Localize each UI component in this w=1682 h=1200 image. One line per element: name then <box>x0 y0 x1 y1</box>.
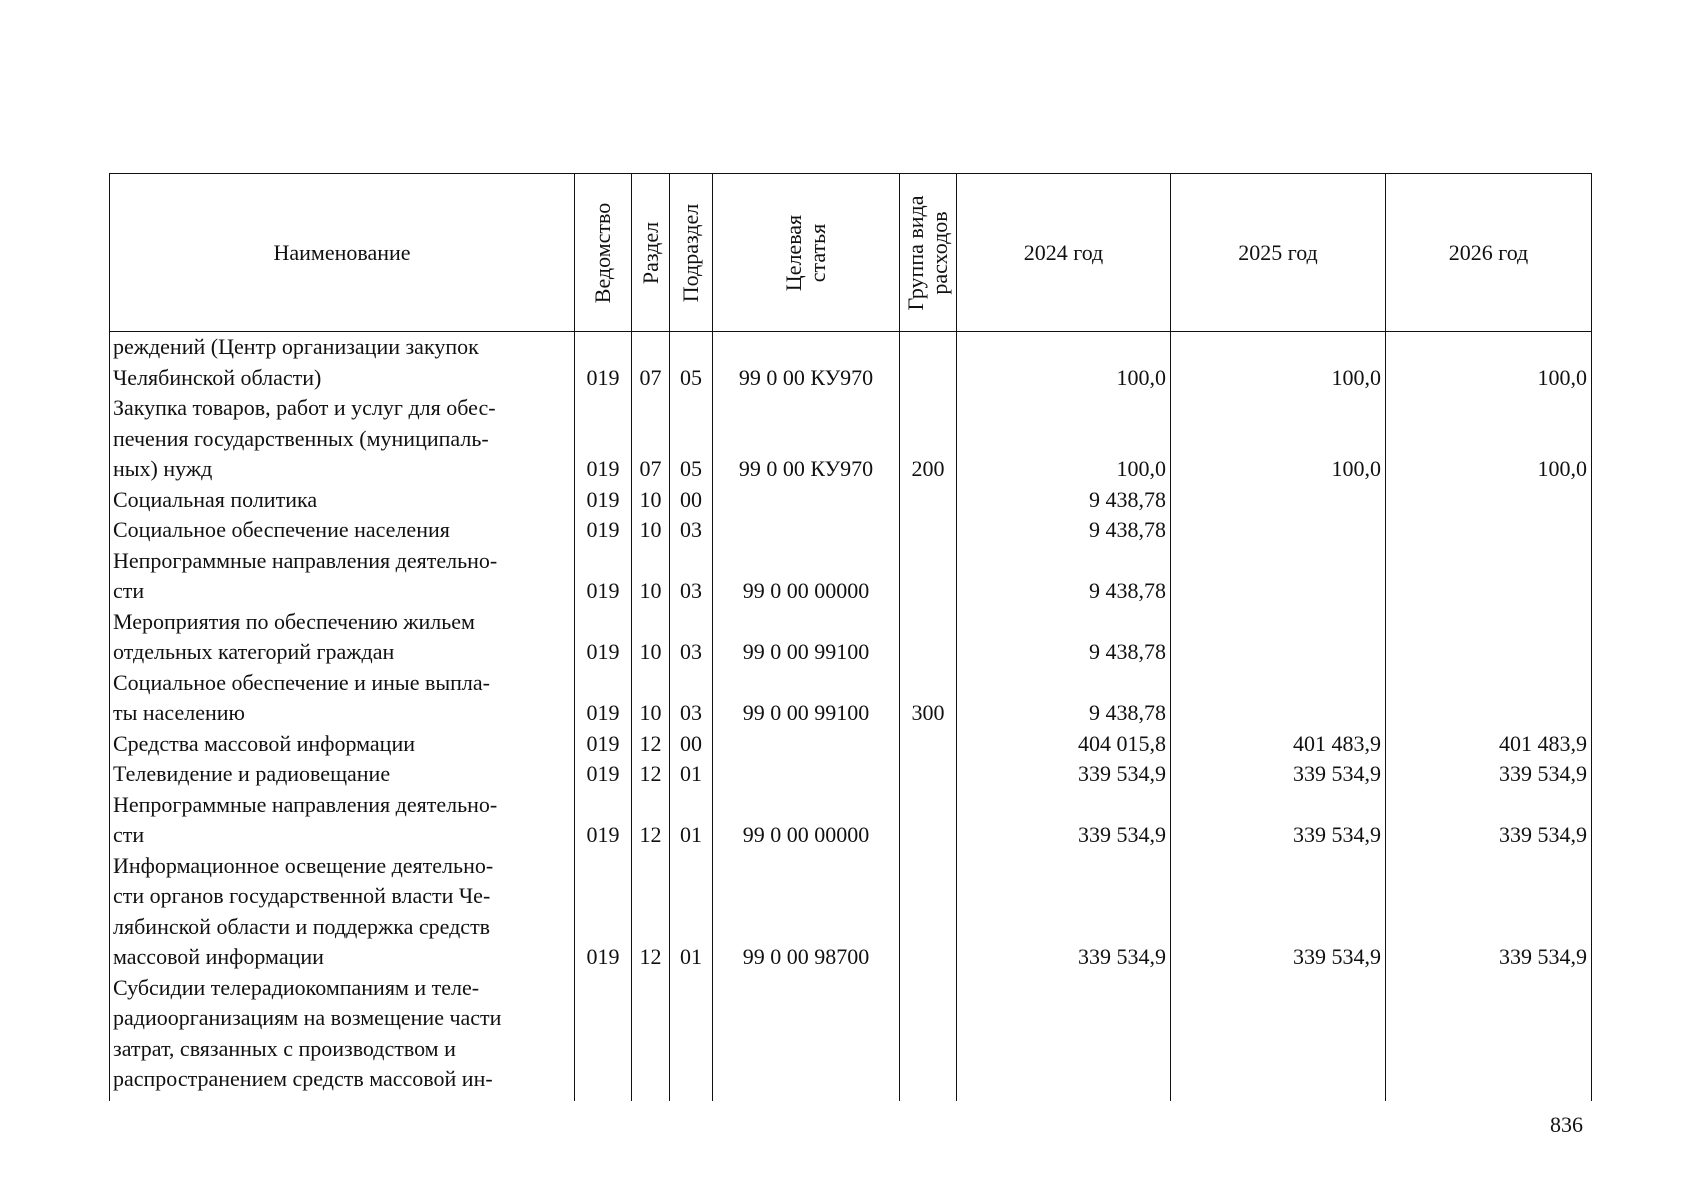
header-year-2025 <box>1171 174 1386 332</box>
table-body <box>110 332 1592 1101</box>
cell-section: 12 <box>632 759 670 790</box>
cell-amount-2026: 401 483,9 <box>1386 729 1592 760</box>
cell-amount-2025: 339 534,9 <box>1171 759 1386 790</box>
cell-target-article: 99 0 00 99100 <box>713 668 900 729</box>
cell-amount-2024: 339 534,9 <box>957 759 1171 790</box>
cell-amount-2025 <box>1171 607 1386 668</box>
table-row <box>110 393 1592 485</box>
header-subsection <box>670 174 713 332</box>
cell-subsection: 05 <box>670 332 713 394</box>
cell-amount-2024: 339 534,9 <box>957 851 1171 973</box>
cell-name-line: массовой информации <box>113 944 324 969</box>
cell-expense-group <box>900 332 957 394</box>
cell-name-line: ных) нужд <box>113 456 213 481</box>
cell-name-line: затрат, связанных с производством и <box>113 1035 456 1061</box>
cell-name-line: сти органов государственной власти Че- <box>113 883 491 908</box>
table-row <box>110 485 1592 516</box>
cell-subsection: 00 <box>670 729 713 760</box>
header-target-article-line2: статья <box>805 223 830 282</box>
cell-name-line: Закупка товаров, работ и услуг для обес- <box>113 395 496 420</box>
cell-section: 12 <box>632 729 670 760</box>
header-year-2025-label: 2025 год <box>1238 239 1318 265</box>
cell-target-article: 99 0 00 00000 <box>713 546 900 607</box>
cell-target-article <box>713 973 900 1095</box>
cell-name <box>110 759 575 790</box>
cell-amount-2025 <box>1171 515 1386 546</box>
cell-amount-2024: 9 438,78 <box>957 607 1171 668</box>
table-row <box>110 729 1592 760</box>
cell-amount-2025 <box>1171 973 1386 1095</box>
cell-amount-2026 <box>1386 546 1592 607</box>
table-tail-cell <box>632 1095 670 1101</box>
header-section <box>632 174 670 332</box>
header-section-label: Раздел <box>637 221 663 284</box>
header-year-2024-label: 2024 год <box>1023 239 1104 265</box>
cell-department: 019 <box>575 790 632 851</box>
cell-amount-2024: 100,0 <box>957 332 1171 394</box>
cell-amount-2026: 100,0 <box>1386 393 1592 485</box>
cell-section: 10 <box>632 515 670 546</box>
cell-department: 019 <box>575 759 632 790</box>
table-tail-cell <box>713 1095 900 1101</box>
cell-subsection: 05 <box>670 393 713 485</box>
header-year-2024 <box>957 174 1171 332</box>
cell-subsection: 00 <box>670 485 713 516</box>
table-row <box>110 851 1592 973</box>
cell-department: 019 <box>575 393 632 485</box>
cell-target-article: 99 0 00 КУ970 <box>713 332 900 394</box>
table-tail-cell <box>900 1095 957 1101</box>
cell-amount-2026: 100,0 <box>1386 332 1592 394</box>
cell-name-line: Челябинской области) <box>113 364 322 390</box>
cell-amount-2025 <box>1171 485 1386 516</box>
cell-section: 10 <box>632 485 670 516</box>
cell-amount-2025 <box>1171 546 1386 607</box>
cell-department: 019 <box>575 546 632 607</box>
cell-subsection: 01 <box>670 759 713 790</box>
cell-expense-group <box>900 546 957 607</box>
table-row <box>110 973 1592 1095</box>
table-tail-cell <box>670 1095 713 1101</box>
cell-name <box>110 668 575 729</box>
table-row <box>110 759 1592 790</box>
cell-amount-2026: 339 534,9 <box>1386 790 1592 851</box>
cell-name-line: печения государственных (муниципаль- <box>113 425 489 451</box>
header-expense-group-line2: расходов <box>927 210 952 295</box>
cell-amount-2025: 401 483,9 <box>1171 729 1386 760</box>
cell-expense-group: 200 <box>900 393 957 485</box>
cell-name <box>110 607 575 668</box>
cell-name-line: радиоорганизациям на возмещение части <box>113 1005 502 1030</box>
cell-subsection: 03 <box>670 607 713 668</box>
cell-target-article: 99 0 00 99100 <box>713 607 900 668</box>
cell-amount-2026 <box>1386 973 1592 1095</box>
cell-name-line: распространением средств массовой ин- <box>113 1066 493 1091</box>
cell-name <box>110 515 575 546</box>
table-row <box>110 332 1592 394</box>
cell-amount-2026 <box>1386 485 1592 516</box>
cell-expense-group <box>900 790 957 851</box>
cell-expense-group: 300 <box>900 668 957 729</box>
cell-amount-2024: 339 534,9 <box>957 790 1171 851</box>
cell-department: 019 <box>575 607 632 668</box>
cell-name-line: Мероприятия по обеспечению жильем <box>113 608 475 634</box>
cell-amount-2024: 9 438,78 <box>957 668 1171 729</box>
header-department-label: Ведомство <box>590 202 615 303</box>
cell-section: 07 <box>632 332 670 394</box>
cell-subsection: 03 <box>670 668 713 729</box>
cell-subsection: 03 <box>670 515 713 546</box>
cell-target-article <box>713 515 900 546</box>
cell-amount-2025: 100,0 <box>1171 393 1386 485</box>
header-expense-group <box>900 174 957 332</box>
cell-department: 019 <box>575 668 632 729</box>
cell-name-line: сти <box>113 578 145 603</box>
header-target-article <box>713 174 900 332</box>
cell-name-line: Субсидии телерадиокомпаниям и теле- <box>113 974 480 1000</box>
cell-amount-2026 <box>1386 515 1592 546</box>
cell-expense-group <box>900 485 957 516</box>
cell-expense-group <box>900 759 957 790</box>
cell-section: 10 <box>632 607 670 668</box>
cell-department: 019 <box>575 332 632 394</box>
cell-department: 019 <box>575 515 632 546</box>
cell-section: 07 <box>632 393 670 485</box>
header-subsection-label: Подраздел <box>678 203 703 302</box>
cell-section: 10 <box>632 668 670 729</box>
budget-table <box>109 173 1592 1101</box>
cell-name-line: сти <box>113 822 145 847</box>
cell-department: 019 <box>575 485 632 516</box>
cell-name-line: Непрограммные направления деятельно- <box>113 791 498 817</box>
cell-target-article: 99 0 00 00000 <box>713 790 900 851</box>
cell-section: 10 <box>632 546 670 607</box>
cell-department: 019 <box>575 851 632 973</box>
table-tail-cell <box>1171 1095 1386 1101</box>
cell-name-line: Социальная политика <box>113 486 318 512</box>
cell-target-article: 99 0 00 98700 <box>713 851 900 973</box>
cell-expense-group <box>900 973 957 1095</box>
cell-name-line: Непрограммные направления деятельно- <box>113 547 498 573</box>
cell-subsection: 03 <box>670 546 713 607</box>
cell-expense-group <box>900 515 957 546</box>
page-number: 836 <box>1550 1112 1583 1137</box>
cell-name <box>110 485 575 516</box>
cell-name <box>110 729 575 760</box>
table-tail <box>110 1095 1592 1101</box>
cell-amount-2026: 339 534,9 <box>1386 759 1592 790</box>
table-tail-cell <box>110 1095 575 1101</box>
cell-department <box>575 973 632 1095</box>
cell-amount-2025: 339 534,9 <box>1171 790 1386 851</box>
cell-name <box>110 973 575 1095</box>
cell-target-article <box>713 729 900 760</box>
cell-amount-2024 <box>957 973 1171 1095</box>
cell-section: 12 <box>632 851 670 973</box>
cell-subsection <box>670 973 713 1095</box>
cell-subsection: 01 <box>670 851 713 973</box>
header-target-article-line1: Целевая <box>781 214 806 291</box>
cell-section: 12 <box>632 790 670 851</box>
cell-target-article <box>713 485 900 516</box>
table-header-row <box>110 174 1592 332</box>
cell-target-article <box>713 759 900 790</box>
cell-amount-2025: 100,0 <box>1171 332 1386 394</box>
cell-amount-2024: 9 438,78 <box>957 515 1171 546</box>
cell-amount-2024: 100,0 <box>957 393 1171 485</box>
cell-name-line: Социальное обеспечение населения <box>113 517 450 542</box>
header-target-article-label <box>782 214 830 290</box>
cell-department: 019 <box>575 729 632 760</box>
cell-amount-2025 <box>1171 668 1386 729</box>
header-department <box>575 174 632 332</box>
table-tail-cell <box>575 1095 632 1101</box>
cell-name-line: ты населению <box>113 700 245 725</box>
table-row <box>110 546 1592 607</box>
cell-name-line: отдельных категорий граждан <box>113 639 395 664</box>
header-expense-group-label <box>904 195 952 310</box>
cell-name-line: реждений (Центр организации закупок <box>113 334 479 359</box>
cell-amount-2024: 9 438,78 <box>957 546 1171 607</box>
cell-expense-group <box>900 851 957 973</box>
cell-expense-group <box>900 607 957 668</box>
cell-amount-2024: 9 438,78 <box>957 485 1171 516</box>
cell-expense-group <box>900 729 957 760</box>
cell-name <box>110 790 575 851</box>
header-name <box>110 174 575 332</box>
cell-section <box>632 973 670 1095</box>
cell-amount-2024: 404 015,8 <box>957 729 1171 760</box>
header-name-label: Наименование <box>273 239 411 265</box>
header-year-2026-label: 2026 год <box>1448 239 1529 265</box>
cell-name <box>110 546 575 607</box>
header-year-2026 <box>1386 174 1592 332</box>
cell-target-article: 99 0 00 КУ970 <box>713 393 900 485</box>
header-expense-group-line1: Группа вида <box>903 195 928 310</box>
cell-amount-2026 <box>1386 668 1592 729</box>
cell-name-line: Средства массовой информации <box>113 730 415 756</box>
table-tail-cell <box>957 1095 1171 1101</box>
cell-name <box>110 851 575 973</box>
cell-subsection: 01 <box>670 790 713 851</box>
table-tail-cell <box>1386 1095 1592 1101</box>
cell-name-line: Телевидение и радиовещание <box>113 761 391 786</box>
cell-amount-2025: 339 534,9 <box>1171 851 1386 973</box>
cell-name-line: Информационное освещение деятельно- <box>113 852 494 878</box>
table-row <box>110 668 1592 729</box>
cell-amount-2026: 339 534,9 <box>1386 851 1592 973</box>
cell-amount-2026 <box>1386 607 1592 668</box>
table-row <box>110 515 1592 546</box>
table-row <box>110 607 1592 668</box>
cell-name <box>110 393 575 485</box>
table-row <box>110 790 1592 851</box>
cell-name <box>110 332 575 394</box>
cell-name-line: лябинской области и поддержка средств <box>113 913 491 939</box>
cell-name-line: Социальное обеспечение и иные выпла- <box>113 669 490 695</box>
